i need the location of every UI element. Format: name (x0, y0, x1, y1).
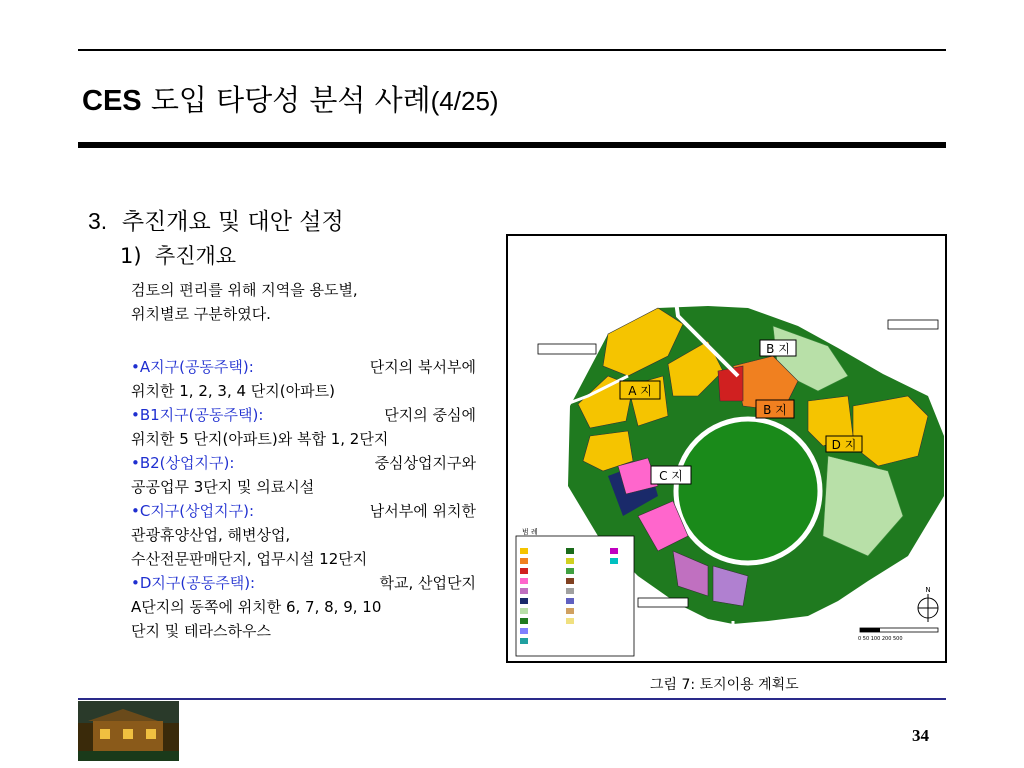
zone-d-text: 학교, 산업단지 (379, 574, 476, 592)
subsection-heading-text: 추진개요 (154, 244, 237, 268)
zone-c-text: 남서부에 위치한 (369, 502, 476, 520)
zone-a-line: 위치한 1, 2, 3, 4 단지(아파트) (131, 382, 335, 400)
zone-b2-line (131, 451, 476, 475)
section-number: 3. (88, 208, 108, 234)
page-number: 34 (912, 726, 929, 745)
section-heading (88, 203, 344, 236)
bottom-rule (78, 698, 946, 700)
land-use-map-drawing (508, 236, 945, 661)
footer-photo (78, 701, 179, 761)
zone-d-label: •D지구(공동주택): (131, 574, 256, 592)
zone-d-line: 단지 및 테라스하우스 (131, 622, 271, 640)
zone-b1-line (131, 403, 476, 427)
zone-b2-line: 공공업무 3단지 및 의료시설 (131, 478, 315, 496)
zone-a-text: 단지의 북서부에 (369, 358, 476, 376)
zone-d-line (131, 571, 476, 595)
central-park (676, 419, 820, 563)
zone-a-label: •A지구(공동주택): (131, 358, 254, 376)
section-heading-text: 추진개요 및 대안 설정 (121, 209, 344, 235)
title-main: 도입 타당성 분석 사례 (141, 83, 431, 117)
zone-b-tag-text: B 지 (766, 342, 790, 356)
zone-a-tag-text: A 지 (628, 384, 652, 398)
land-use-map (506, 234, 947, 663)
page-title (82, 78, 499, 119)
figure-caption: 그림 7: 토지이용 계획도 (650, 677, 799, 693)
zone-list (131, 355, 476, 643)
zone-b1-label: •B1지구(공동주택): (131, 406, 264, 424)
subsection-heading (120, 240, 236, 270)
zone-c-line: 관광휴양산업, 해변상업, (131, 526, 291, 544)
intro-paragraph (131, 278, 476, 326)
zone-c-label: •C지구(상업지구): (131, 502, 255, 520)
map-annotation-box (888, 320, 938, 329)
zone-c-line: 수산전문판매단지, 업무시설 12단지 (131, 550, 368, 568)
scale-label: 0 50 100 200 500 (858, 636, 903, 642)
zone-b2-label: •B2(상업지구): (131, 454, 235, 472)
zone-d-line: A단지의 동쪽에 위치한 6, 7, 8, 9, 10 (131, 598, 382, 616)
title-underline (78, 142, 946, 148)
zone-a-line (131, 355, 476, 379)
subsection-number: 1) (120, 244, 142, 268)
map-annotation-box (538, 344, 596, 354)
top-rule (78, 49, 946, 51)
north-arrow-icon (918, 594, 938, 622)
footer-photo-image (78, 701, 179, 761)
zone-b2-text: 중심상업지구와 (374, 454, 476, 472)
title-suffix: (4/25) (430, 86, 499, 116)
map-annotation-box (638, 598, 688, 607)
title-prefix: CES (82, 85, 142, 117)
zone-c-tag-text: C 지 (659, 469, 683, 483)
map-legend-title: 범 례 (522, 528, 538, 536)
zone-d-tag-text: D 지 (831, 438, 857, 452)
zone-b-tag-text: B 지 (763, 403, 787, 417)
zone-b1-text: 단지의 중심에 (384, 406, 476, 424)
zone-b1-line: 위치한 5 단지(아파트)와 복합 1, 2단지 (131, 430, 389, 448)
scale-bar (860, 628, 880, 632)
intro-line: 위치별로 구분하였다. (131, 305, 271, 323)
intro-line: 검토의 편리를 위해 지역을 용도별, (131, 281, 358, 299)
zone-c-line (131, 499, 476, 523)
north-symbol: N (925, 586, 931, 594)
